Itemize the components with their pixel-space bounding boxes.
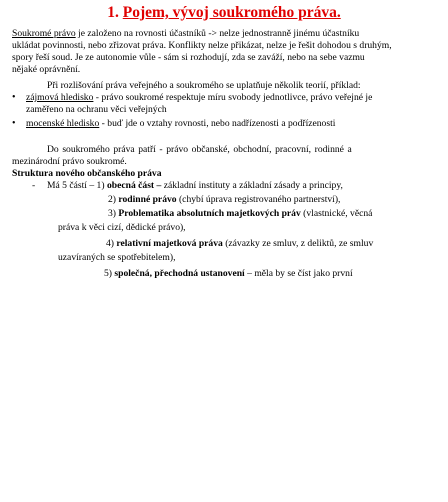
page-title	[0, 4, 448, 22]
structure-heading: Struktura nového občanského práva	[12, 168, 162, 179]
intro-line-3: spory řeší soud. Je ze autonomie vůle - sám si rozhodují, zda se zaváží, nebo na sebe vazmu	[12, 52, 365, 63]
part-3-num: 3)	[108, 208, 119, 219]
intro-line-4: nějaké oprávnění.	[12, 64, 81, 75]
structure-part-3-line-2: práva k věci cizí, dědické právo),	[58, 222, 186, 233]
part-4-desc: (závazky ze smluv, z deliktů, ze smluv	[222, 238, 374, 249]
theory-item-1-rest: - právo soukromé respektuje míru svobody jednotlivce, právo veřejné je	[93, 92, 373, 103]
theory-item-1	[26, 92, 372, 104]
theory-item-2-rest: - buď jde o vztahy rovnosti, nebo nadřízenosti a podřízenosti	[99, 118, 336, 129]
part-2-desc: (chybí úprava registrovaného partnerství),	[176, 194, 341, 205]
part-4-num: 4)	[106, 238, 117, 249]
part-3-title: Problematika absolutních majetkových práv	[118, 208, 301, 219]
part-2-title: rodinné právo	[118, 194, 177, 205]
part-5-desc: – měla by se číst jako první	[244, 268, 353, 279]
theory-item-1-line-2: zaměřeno na ochranu věci veřejných	[26, 104, 167, 115]
structure-dash: -	[32, 180, 36, 191]
theory-item-2	[26, 118, 335, 130]
intro-term: Soukromé právo	[12, 28, 76, 39]
part-1-title: obecná část –	[106, 180, 162, 191]
part-3-desc: (vlastnické, věcná	[300, 208, 373, 219]
title-number: 1.	[107, 4, 119, 21]
structure-part-5	[104, 268, 353, 280]
theory-item-1-term: zájmová hledisko	[26, 92, 94, 103]
title-text: Pojem, vývoj soukromého práva.	[122, 4, 341, 21]
intro-line1-rest: je založeno na rovnosti účastníků -> nelze jednostranně jinému účastníku	[75, 28, 360, 39]
part-2-num: 2)	[108, 194, 119, 205]
structure-part-3	[108, 208, 372, 220]
parts-lead: Má 5 částí – 1)	[47, 180, 107, 191]
bullet-icon: •	[12, 118, 16, 129]
private-law-line-2: mezinárodní právo soukromé.	[12, 156, 127, 167]
part-5-num: 5)	[104, 268, 115, 279]
theory-item-2-term: mocenské hledisko	[26, 118, 100, 129]
theories-lead: Při rozlišování práva veřejného a soukromého se uplatňuje několik teorií, příklad:	[47, 80, 361, 91]
structure-part-1	[47, 180, 343, 192]
structure-part-2	[108, 194, 340, 206]
intro-line-1	[12, 28, 359, 40]
bullet-icon: •	[12, 92, 16, 103]
private-law-line-1: Do soukromého práva patří - právo občanské, obchodní, pracovní, rodinné a	[47, 144, 352, 155]
structure-part-4-line-2: uzavíraných se spotřebitelem),	[58, 252, 176, 263]
part-4-title: relativní majetková práva	[116, 238, 223, 249]
structure-part-4	[106, 238, 373, 250]
part-1-desc: základní instituty a základní zásady a principy,	[161, 180, 343, 191]
intro-line-2: ukládat povinnosti, nebo zřizovat práva. Konflikty nelze přikázat, nelze je řešit dohodou s druhým,	[12, 40, 392, 51]
part-5-title: společná, přechodná ustanovení	[114, 268, 245, 279]
